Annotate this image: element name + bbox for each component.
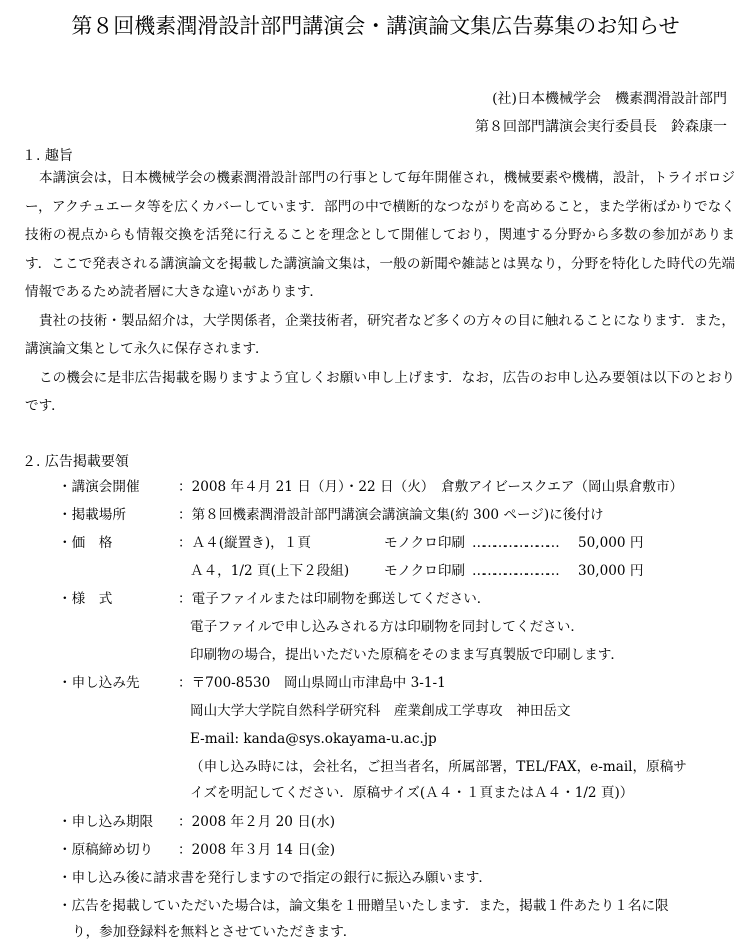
format-line-1: ：電子ファイルまたは印刷物を郵送してください． [178,591,491,607]
manuscript-deadline-value: ：2008 年３月 14 日(金) [178,842,336,858]
price2-amount: 30,000 円 [578,563,644,579]
price2-size: Ａ４，1/2 頁(上下２段組) [190,563,350,579]
contact-note-1: （申し込み時には，会社名，ご担当者名，所属部署，TEL/FAX，e-mail，原稿サ [190,759,687,775]
note-benefit-line-1: ・広告を掲載していただいた場合は，論文集を１冊贈呈いたします．また，掲載１件あたり１名に限 [58,898,669,914]
section1-heading: １. 趣旨 [22,148,73,164]
note-benefit-line-2: り，参加登録料を無料とさせていただきます． [72,924,357,940]
date-label: ・講演会開催 [58,479,140,495]
deadline-value: ：2008 年２月 20 日(水) [178,814,336,830]
manuscript-deadline-label: ・原稿締め切り [58,842,154,858]
format-line-2: 電子ファイルで申し込みされる方は印刷物を同封してください． [190,619,584,635]
place-label: ・掲載場所 [58,507,126,523]
contact-label: ・申し込み先 [58,675,140,691]
section1-body [25,164,735,421]
note-invoice: ・申し込み後に請求書を発行しますので指定の銀行に振込み願います． [58,870,492,886]
organizer-chair: 第８回部門講演会実行委員長 鈴森康一 [475,119,727,135]
price1-amount: 50,000 円 [578,535,644,551]
contact-address: ：〒700-8530 岡山県岡山市津島中 3-1-1 [178,675,446,691]
price2-leader: …………………… [472,563,557,579]
contact-email: E-mail: kanda@sys.okayama-u.ac.jp [190,731,437,747]
price1-size: ：Ａ４(縦置き)，１頁 [178,535,311,551]
format-label: ・様 式 [58,591,113,607]
organizer-society: (社)日本機械学会 機素潤滑設計部門 [492,91,727,107]
section2-heading: ２. 広告掲載要領 [22,454,129,470]
purpose-paragraph-2: 貴社の技術・製品紹介は，大学関係者，企業技術者，研究者など多くの方々の目に触れることになります．また，講演論文集として永久に保存されます． [25,312,735,357]
price2-type: モノクロ印刷 [384,563,466,579]
page-title: 第８回機素潤滑設計部門講演会・講演論文集広告募集のお知らせ [71,14,680,38]
place-value: ：第８回機素潤滑設計部門講演会講演論文集(約 300 ページ)に後付け [178,507,604,523]
contact-person: 岡山大学大学院自然科学研究科 産業創成工学専攻 神田岳文 [190,703,571,719]
date-value: ：2008 年４月 21 日（月）・22 日（火） 倉敷アイビースクエア（岡山県倉敷市） [178,479,684,495]
price1-type: モノクロ印刷 [384,535,466,551]
price-label: ・価 格 [58,535,113,551]
price1-leader: …………………… [472,535,557,551]
contact-note-2: イズを明記してください．原稿サイズ(Ａ４・１頁またはＡ４・1/2 頁)） [190,785,634,801]
purpose-paragraph-1: 本講演会は，日本機械学会の機素潤滑設計部門の行事として毎年開催され，機械要素や機構，設計，トライボロジー，アクチュエータ等を広くカバーしています．部門の中で横断的なつながりを高めること，また学術ばかりでなく技術の視点からも情報交換を活発に行えることを理念として開催しており，関連する分野から多数の参加があります．ここで発表される講演論文を掲載した講演論文集は，一般の新聞や雑誌とは異なり，分野を特化した時代の先端情報であるため読者層に大きな違いがあります． [25,170,735,300]
purpose-paragraph-3: この機会に是非広告掲載を賜りますよう宜しくお願い申し上げます．なお，広告のお申し込み要領は以下のとおりです． [25,369,735,414]
deadline-label: ・申し込み期限 [58,814,154,830]
format-line-3: 印刷物の場合，提出いただいた原稿をそのまま写真製版で印刷します． [190,647,624,663]
